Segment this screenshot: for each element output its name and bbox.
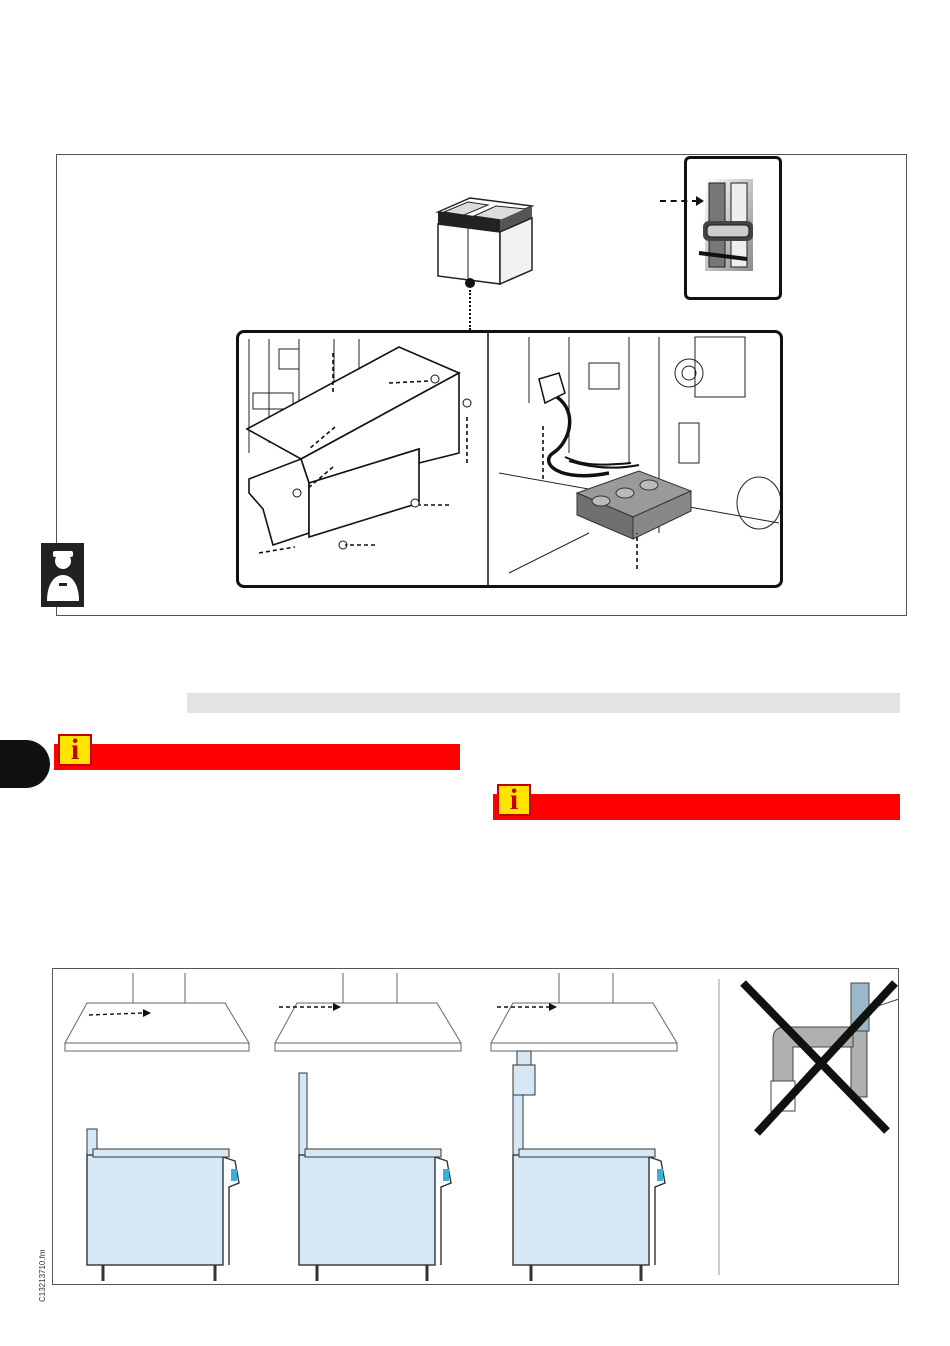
side-panel-removal-icon <box>239 333 780 585</box>
switch-detail <box>684 156 782 300</box>
switch-arrowhead <box>696 196 704 206</box>
info-bar-left <box>54 744 460 770</box>
document-code: C13213710.fm <box>38 1249 47 1302</box>
forbidden-cross-icon <box>743 983 898 1133</box>
switch-arrow <box>660 200 698 202</box>
switch-icon <box>687 159 779 297</box>
dot-marker <box>465 278 475 288</box>
info-icon: i <box>497 784 531 816</box>
info-bar-right <box>493 794 900 820</box>
dotted-connector <box>469 290 471 330</box>
technician-icon <box>41 543 84 607</box>
info-icon: i <box>58 734 92 766</box>
page-thumb-tab <box>0 740 50 788</box>
appliance-icon <box>430 190 540 290</box>
detail-panels <box>236 330 783 588</box>
bottom-figure-frame <box>52 968 899 1285</box>
hood-icon <box>65 973 249 1051</box>
section-header-bar <box>187 693 900 713</box>
